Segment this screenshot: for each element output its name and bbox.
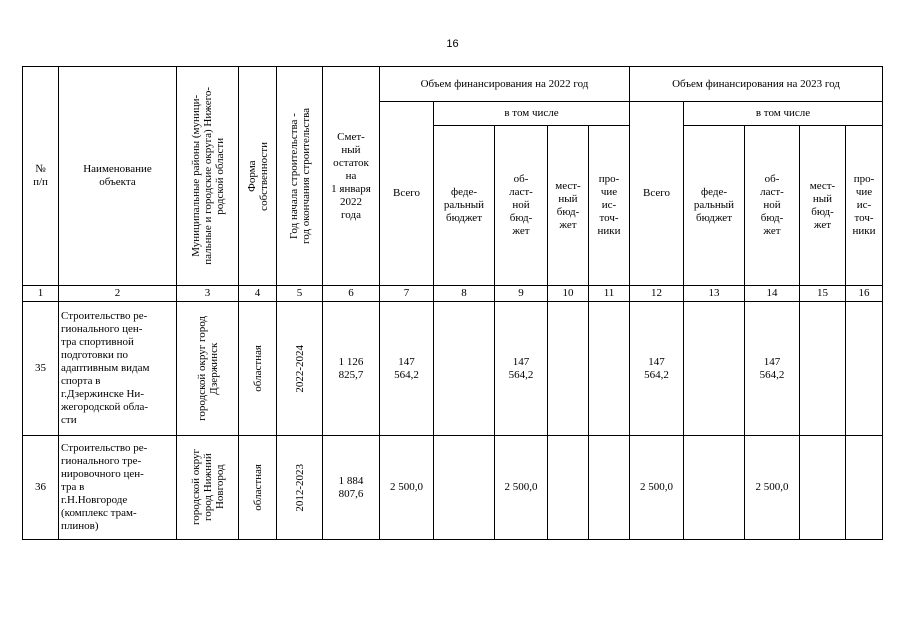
col-number: 3: [177, 286, 239, 302]
row-federal-2023: [684, 436, 745, 540]
header-years: [277, 67, 323, 286]
header-regional-2023: об- ласт- ной бюд- жет: [745, 126, 800, 286]
row-years: [277, 302, 323, 436]
header-num: № п/п: [23, 67, 59, 286]
header-regional-2022: об- ласт- ной бюд- жет: [495, 126, 548, 286]
col-number: 16: [846, 286, 883, 302]
row-other-2023: [846, 436, 883, 540]
row-total-2022: 2 500,0: [380, 436, 434, 540]
header-years-text: Год начала строительства - год окончания строительства: [287, 108, 312, 244]
row-federal-2022: [434, 302, 495, 436]
col-number: 6: [323, 286, 380, 302]
row-ownership-text: областная: [251, 464, 264, 511]
header-balance: Смет- ный остаток на 1 января 2022 года: [323, 67, 380, 286]
header-federal-2022: феде- ральный бюджет: [434, 126, 495, 286]
row-years-text: 2022-2024: [293, 344, 306, 393]
col-number: 14: [745, 286, 800, 302]
table-row: [23, 302, 883, 436]
row-total-2023: 2 500,0: [630, 436, 684, 540]
header-name: Наименование объекта: [59, 67, 177, 286]
row-ownership-text: областная: [251, 345, 264, 392]
row-years-text: 2012-2023: [293, 463, 306, 512]
row-other-2023: [846, 302, 883, 436]
header-other-2023: про- чие ис- точ- ники: [846, 126, 883, 286]
row-regional-2023: 147 564,2: [745, 302, 800, 436]
row-regional-2023: 2 500,0: [745, 436, 800, 540]
col-number: 9: [495, 286, 548, 302]
col-number: 4: [239, 286, 277, 302]
row-federal-2023: [684, 302, 745, 436]
header-local-2023: мест- ный бюд- жет: [800, 126, 846, 286]
column-number-row: [23, 286, 883, 302]
row-total-2023: 147 564,2: [630, 302, 684, 436]
col-number: 13: [684, 286, 745, 302]
row-name: Строительство ре- гионального цен- тра спортивной подготовки по адаптивным видам спорта в г.Дзержинске Ни- жегородской обла- сти: [59, 302, 177, 436]
header-total-2022: Всего: [380, 102, 434, 286]
col-number: 10: [548, 286, 589, 302]
header-district-text: Муниципальные районы (муници- пальные и городские округа) Нижего- родской области: [189, 87, 226, 265]
col-number: 15: [800, 286, 846, 302]
col-number: 11: [589, 286, 630, 302]
col-number: 5: [277, 286, 323, 302]
col-number: 2: [59, 286, 177, 302]
table-row: [23, 436, 883, 540]
row-years: [277, 436, 323, 540]
row-local-2022: [548, 302, 589, 436]
row-district-text: городской округ город Нижний Новгород: [189, 449, 226, 526]
row-ownership: [239, 302, 277, 436]
page-number: 16: [446, 38, 459, 50]
header-total-2023: Всего: [630, 102, 684, 286]
header-fin-2022: Объем финансирования на 2022 год: [380, 67, 630, 102]
header-incl-2023: в том числе: [684, 102, 883, 126]
header-other-2022: про- чие ис- точ- ники: [589, 126, 630, 286]
row-regional-2022: 147 564,2: [495, 302, 548, 436]
header-federal-2023: феде- ральный бюджет: [684, 126, 745, 286]
row-local-2022: [548, 436, 589, 540]
row-num: 36: [23, 436, 59, 540]
header-fin-2023: Объем финансирования на 2023 год: [630, 67, 883, 102]
col-number: 7: [380, 286, 434, 302]
row-local-2023: [800, 436, 846, 540]
col-number: 8: [434, 286, 495, 302]
row-total-2022: 147 564,2: [380, 302, 434, 436]
col-number: 1: [23, 286, 59, 302]
row-other-2022: [589, 436, 630, 540]
row-other-2022: [589, 302, 630, 436]
header-incl-2022: в том числе: [434, 102, 630, 126]
header-ownership-text: Форма собственности: [245, 141, 270, 211]
row-name: Строительство ре- гионального тре- нировочного цен- тра в г.Н.Новгороде (комплекс трам- плинов): [59, 436, 177, 540]
row-regional-2022: 2 500,0: [495, 436, 548, 540]
row-num: 35: [23, 302, 59, 436]
header-ownership: [239, 67, 277, 286]
financing-table: [22, 66, 883, 540]
col-number: 12: [630, 286, 684, 302]
row-balance: 1 884 807,6: [323, 436, 380, 540]
row-local-2023: [800, 302, 846, 436]
row-district-text: городской округ город Дзержинск: [195, 316, 220, 421]
header-local-2022: мест- ный бюд- жет: [548, 126, 589, 286]
row-balance: 1 126 825,7: [323, 302, 380, 436]
header-district: [177, 67, 239, 286]
row-district: [177, 302, 239, 436]
row-district: [177, 436, 239, 540]
row-ownership: [239, 436, 277, 540]
row-federal-2022: [434, 436, 495, 540]
